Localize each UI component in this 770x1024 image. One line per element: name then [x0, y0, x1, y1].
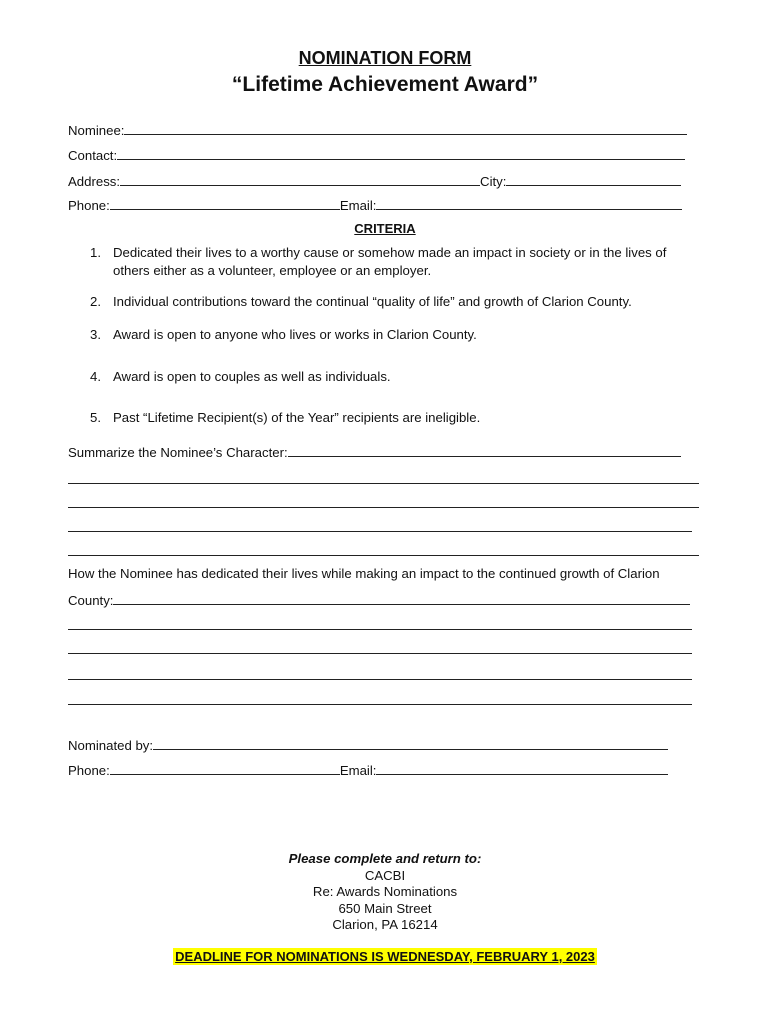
impact-field[interactable]: [113, 592, 690, 605]
deadline-notice: [0, 948, 770, 966]
criteria-item: [90, 368, 705, 386]
city-field[interactable]: [506, 173, 681, 186]
impact-row: [68, 592, 690, 609]
phone-email-row: [68, 197, 682, 214]
criteria-number: 5.: [90, 410, 101, 425]
email-field[interactable]: [376, 197, 682, 210]
nominated-by-row: [68, 737, 668, 754]
form-subtitle: “Lifetime Achievement Award”: [231, 73, 539, 96]
criteria-item: [90, 293, 705, 311]
email-label: Email:: [339, 198, 377, 213]
criteria-text: Individual contributions toward the continual “quality of life” and growth of Clarion County.: [113, 294, 632, 309]
criteria-number: 4.: [90, 369, 101, 384]
criteria-item: [90, 326, 705, 344]
contact-field[interactable]: [117, 147, 685, 160]
criteria-number: 1.: [90, 245, 101, 260]
return-city-state: Clarion, PA 16214: [332, 917, 438, 932]
impact-blank-line[interactable]: [68, 704, 692, 705]
nominated-by-field[interactable]: [153, 737, 668, 750]
nominator-email-field[interactable]: [376, 762, 668, 775]
character-blank-line[interactable]: [68, 531, 692, 532]
criteria-text: Dedicated their lives to a worthy cause or somehow made an impact in society or in the lives of others either as a volunteer, employee or an employer.: [113, 245, 667, 278]
character-label: Summarize the Nominee’s Character:: [68, 445, 288, 460]
phone-label: Phone:: [68, 198, 110, 213]
city-label: City:: [480, 174, 507, 189]
criteria-text: Past “Lifetime Recipient(s) of the Year” recipients are ineligible.: [113, 410, 481, 425]
nominee-label: Nominee:: [68, 123, 125, 138]
criteria-number: 2.: [90, 294, 101, 309]
criteria-text: Award is open to anyone who lives or works in Clarion County.: [113, 327, 477, 342]
criteria-number: 3.: [90, 327, 101, 342]
deadline-text: DEADLINE FOR NOMINATIONS IS WEDNESDAY, FEBRUARY 1, 2023: [175, 949, 595, 964]
nominee-row: [68, 122, 687, 139]
address-field[interactable]: [120, 173, 480, 186]
nominator-email-label: Email:: [339, 763, 377, 778]
nominator-phone-email-row: [68, 762, 668, 779]
character-blank-line[interactable]: [68, 483, 699, 484]
nominator-phone-field[interactable]: [110, 762, 340, 775]
contact-label: Contact:: [68, 148, 118, 163]
impact-label: County:: [68, 593, 114, 608]
character-field[interactable]: [288, 444, 681, 457]
impact-blank-line[interactable]: [68, 679, 692, 680]
contact-row: [68, 147, 685, 164]
nominator-phone-label: Phone:: [68, 763, 110, 778]
character-blank-line[interactable]: [68, 555, 699, 556]
character-row: [68, 444, 681, 461]
criteria-heading: CRITERIA: [354, 221, 416, 236]
phone-field[interactable]: [110, 197, 340, 210]
nominee-field[interactable]: [124, 122, 687, 135]
character-blank-line[interactable]: [68, 507, 699, 508]
impact-blank-line[interactable]: [68, 653, 692, 654]
return-heading: Please complete and return to:: [288, 851, 482, 866]
address-row: [68, 173, 681, 190]
address-label: Address:: [68, 174, 121, 189]
impact-blank-line[interactable]: [68, 629, 692, 630]
nominated-by-label: Nominated by:: [68, 738, 154, 753]
form-title: NOMINATION FORM: [298, 48, 472, 68]
return-re-line: Re: Awards Nominations: [312, 884, 458, 899]
return-street: 650 Main Street: [338, 900, 432, 916]
criteria-item: [90, 409, 705, 427]
criteria-item: [90, 244, 705, 280]
criteria-text: Award is open to couples as well as individuals.: [113, 369, 391, 384]
return-org: CACBI: [364, 867, 406, 883]
return-address-block: [0, 851, 770, 934]
impact-prompt: How the Nominee has dedicated their lives while making an impact to the continued growth of Clarion: [68, 566, 660, 581]
